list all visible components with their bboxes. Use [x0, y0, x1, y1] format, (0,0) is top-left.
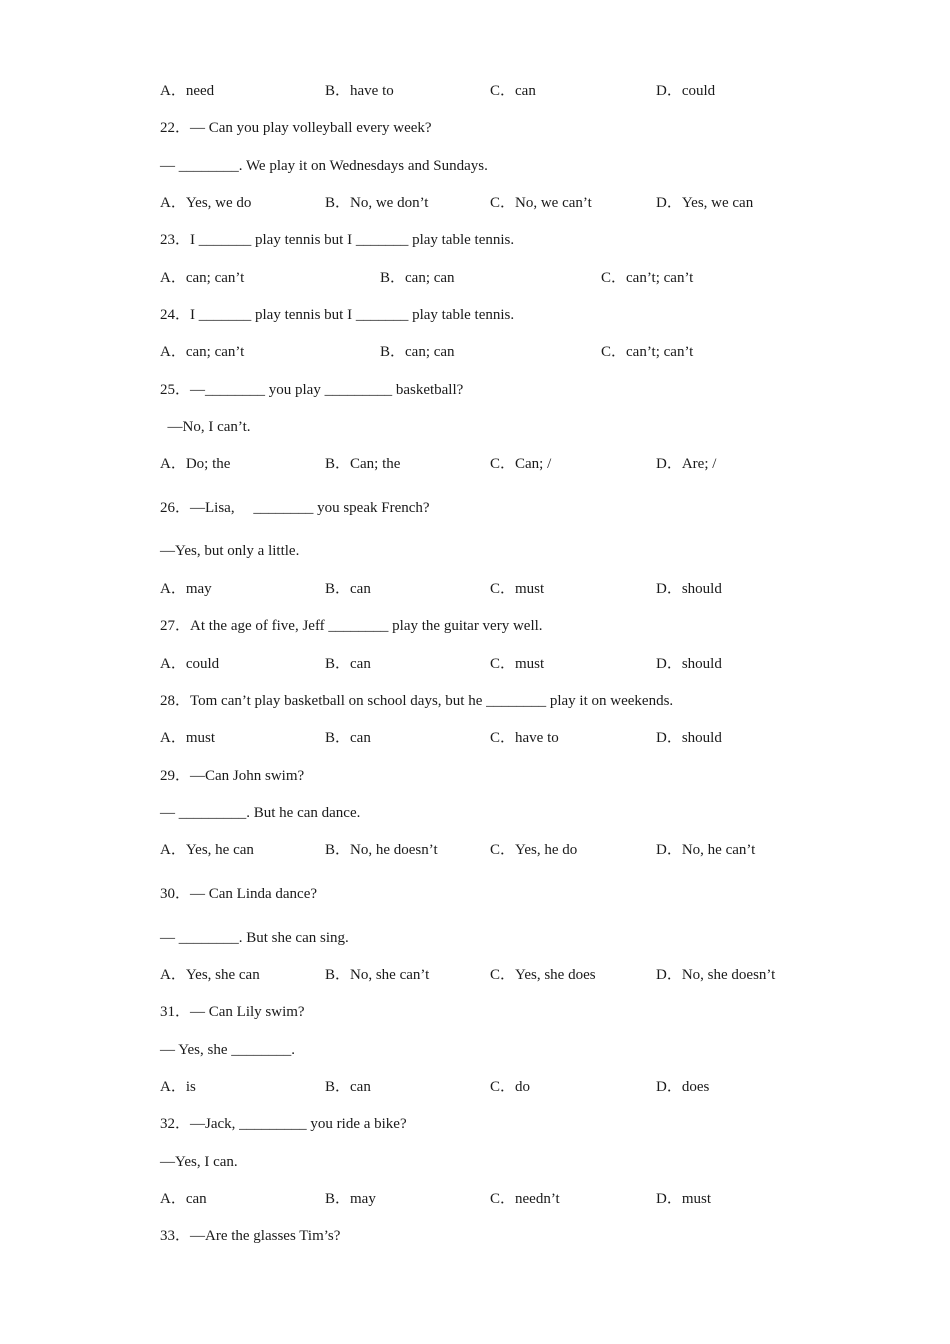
options-row [160, 841, 840, 859]
question-stem: 27．At the age of five, Jeff ________ play the guitar very well. [160, 618, 543, 634]
option-a: A．need [160, 83, 215, 99]
option-c: C．Yes, he do [490, 842, 578, 858]
option-a: A．may [160, 581, 212, 597]
option-b: B．have to [325, 83, 394, 99]
option-d: D．should [656, 730, 722, 746]
option-d: D．could [656, 83, 716, 99]
option-b: B．No, she can’t [325, 967, 430, 983]
option-d: D．Are; / [656, 456, 717, 472]
option-c: C．Yes, she does [490, 967, 596, 983]
option-b: B．may [325, 1191, 376, 1207]
question-stem: —Yes, but only a little. [160, 543, 300, 559]
options-row [160, 343, 840, 361]
question-stem: 33．—Are the glasses Tim’s? [160, 1228, 341, 1244]
option-d: D．No, she doesn’t [656, 967, 776, 983]
option-d: D．No, he can’t [656, 842, 756, 858]
options-row [160, 966, 840, 984]
option-c: C．needn’t [490, 1191, 560, 1207]
option-a: A．is [160, 1079, 196, 1095]
option-b: B．No, we don’t [325, 195, 429, 211]
option-b: B．can [325, 1079, 371, 1095]
option-a: A．can; can’t [160, 270, 245, 286]
option-a: A．could [160, 656, 220, 672]
question-stem: — ________. But she can sing. [160, 930, 349, 946]
option-a: A．Do; the [160, 456, 231, 472]
option-b: B．can [325, 730, 371, 746]
option-c: C．No, we can’t [490, 195, 592, 211]
option-c: C．must [490, 656, 545, 672]
option-c: C．can’t; can’t [601, 270, 694, 286]
question-stem: 22．— Can you play volleyball every week? [160, 120, 432, 136]
options-row [160, 655, 840, 673]
option-c: C．do [490, 1079, 531, 1095]
option-a: A．must [160, 730, 216, 746]
option-c: C．must [490, 581, 545, 597]
options-row [160, 1078, 840, 1096]
option-b: B．can [325, 656, 371, 672]
option-a: A．can [160, 1191, 207, 1207]
option-b: B．Can; the [325, 456, 401, 472]
options-row [160, 580, 840, 598]
question-stem: —No, I can’t. [160, 419, 251, 435]
question-stem: 23．I _______ play tennis but I _______ play table tennis. [160, 232, 515, 248]
option-d: D．does [656, 1079, 710, 1095]
options-row [160, 82, 840, 100]
option-a: A．can; can’t [160, 344, 245, 360]
option-b: B．can; can [380, 344, 455, 360]
question-stem: 26．—Lisa, ________ you speak French? [160, 500, 430, 516]
options-row [160, 194, 840, 212]
question-stem: 25．—________ you play _________ basketball? [160, 382, 464, 398]
options-row [160, 269, 840, 287]
option-c: C．Can; / [490, 456, 552, 472]
question-stem: 32．—Jack, _________ you ride a bike? [160, 1116, 407, 1132]
option-c: C．can [490, 83, 536, 99]
options-row [160, 455, 840, 473]
option-d: D．must [656, 1191, 712, 1207]
question-stem: —Yes, I can. [160, 1154, 238, 1170]
question-stem: — ________. We play it on Wednesdays and Sundays. [160, 158, 488, 174]
question-stem: 24．I _______ play tennis but I _______ play table tennis. [160, 307, 515, 323]
options-row [160, 1190, 840, 1208]
question-stem: 30．— Can Linda dance? [160, 886, 318, 902]
option-d: D．should [656, 656, 722, 672]
options-row [160, 729, 840, 747]
option-a: A．Yes, she can [160, 967, 260, 983]
question-stem: — _________. But he can dance. [160, 805, 361, 821]
question-stem: 29．—Can John swim? [160, 768, 305, 784]
option-a: A．Yes, we do [160, 195, 252, 211]
option-a: A．Yes, he can [160, 842, 254, 858]
question-stem: 28．Tom can’t play basketball on school days, but he ________ play it on weekends. [160, 693, 674, 709]
option-c: C．can’t; can’t [601, 344, 694, 360]
option-c: C．have to [490, 730, 559, 746]
question-stem: — Yes, she ________. [160, 1042, 296, 1058]
option-b: B．can; can [380, 270, 455, 286]
option-d: D．should [656, 581, 722, 597]
option-b: B．can [325, 581, 371, 597]
option-d: D．Yes, we can [656, 195, 754, 211]
option-b: B．No, he doesn’t [325, 842, 438, 858]
question-stem: 31．— Can Lily swim? [160, 1004, 305, 1020]
